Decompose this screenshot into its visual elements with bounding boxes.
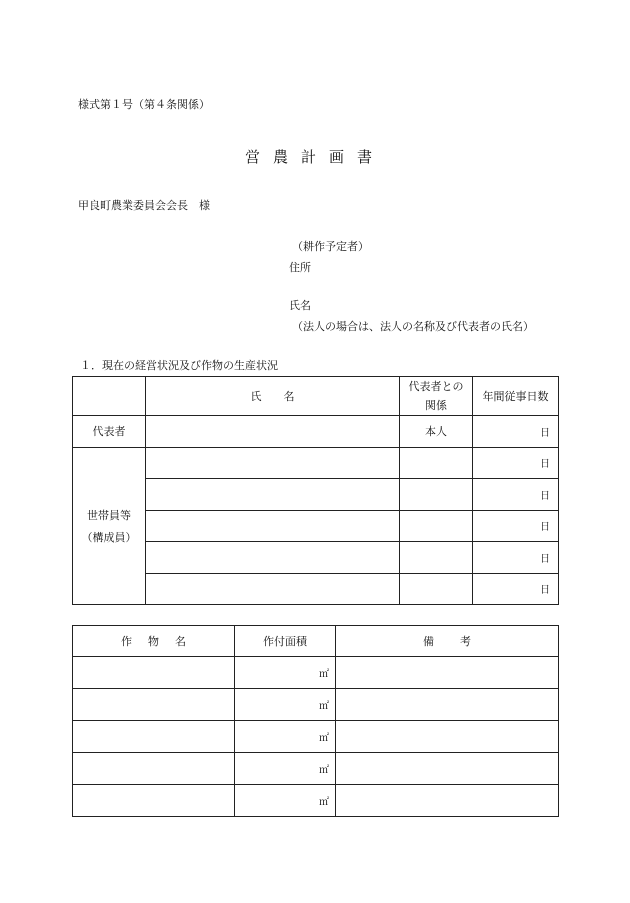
member-row [73, 510, 559, 542]
remarks-cell[interactable] [336, 753, 559, 785]
header-relation-line2: 関係 [425, 399, 447, 412]
days-cell[interactable]: 日 [473, 416, 559, 448]
relation-cell[interactable] [400, 542, 473, 574]
crop-name-cell[interactable] [73, 657, 235, 689]
crop-name-cell[interactable] [73, 689, 235, 721]
representative-label: 代表者 [73, 416, 146, 448]
relation-cell[interactable] [400, 510, 473, 542]
household-table-header [73, 377, 559, 416]
name-cell[interactable] [146, 542, 400, 574]
name-cell[interactable] [146, 479, 400, 511]
household-table [72, 376, 559, 605]
name-label: 氏名 [289, 299, 311, 312]
members-label-line1: 世帯員等 [87, 508, 131, 522]
member-row [73, 573, 559, 605]
header-remarks: 備考 [336, 626, 559, 657]
area-cell[interactable]: ㎡ [235, 721, 336, 753]
crop-row [73, 753, 559, 785]
applicant-label: （耕作予定者） [292, 240, 369, 253]
corporation-note: （法人の場合は、法人の名称及び代表者の氏名） [292, 320, 534, 333]
remarks-cell[interactable] [336, 657, 559, 689]
days-cell[interactable]: 日 [473, 479, 559, 511]
address-label: 住所 [289, 261, 311, 274]
document-title: 営農計画書 [244, 148, 385, 166]
days-cell[interactable]: 日 [473, 573, 559, 605]
name-cell[interactable] [146, 416, 400, 448]
members-label-line2: （構成員） [81, 530, 137, 544]
area-cell[interactable]: ㎡ [235, 753, 336, 785]
crop-row [73, 721, 559, 753]
member-row [73, 447, 559, 479]
representative-row [73, 416, 559, 448]
section-heading: １．現在の経営状況及び作物の生産状況 [80, 359, 278, 372]
days-cell[interactable]: 日 [473, 447, 559, 479]
header-blank-cell [73, 377, 146, 416]
days-cell[interactable]: 日 [473, 510, 559, 542]
crop-name-cell[interactable] [73, 753, 235, 785]
name-cell[interactable] [146, 447, 400, 479]
relation-cell: 本人 [400, 416, 473, 448]
crop-row [73, 689, 559, 721]
header-relation-line1: 代表者との [408, 380, 464, 393]
area-cell[interactable]: ㎡ [235, 657, 336, 689]
remarks-cell[interactable] [336, 721, 559, 753]
remarks-cell[interactable] [336, 689, 559, 721]
area-cell[interactable]: ㎡ [235, 689, 336, 721]
member-row [73, 542, 559, 574]
addressee: 甲良町農業委員会会長 様 [78, 199, 210, 212]
header-days: 年間従事日数 [473, 377, 559, 416]
header-relation [400, 377, 473, 416]
header-planted-area: 作付面積 [235, 626, 336, 657]
crop-name-cell[interactable] [73, 785, 235, 817]
days-cell[interactable]: 日 [473, 542, 559, 574]
crop-table-header [73, 626, 559, 657]
header-name: 氏 名 [146, 377, 400, 416]
relation-cell[interactable] [400, 447, 473, 479]
relation-cell[interactable] [400, 573, 473, 605]
crop-name-cell[interactable] [73, 721, 235, 753]
area-cell[interactable]: ㎡ [235, 785, 336, 817]
name-cell[interactable] [146, 573, 400, 605]
name-cell[interactable] [146, 510, 400, 542]
remarks-cell[interactable] [336, 785, 559, 817]
members-label [73, 447, 146, 605]
crop-row [73, 657, 559, 689]
form-number: 様式第１号（第４条関係） [78, 98, 210, 111]
member-row [73, 479, 559, 511]
crop-row [73, 785, 559, 817]
relation-cell[interactable] [400, 479, 473, 511]
crop-table [72, 625, 559, 817]
header-crop-name: 作物名 [73, 626, 235, 657]
